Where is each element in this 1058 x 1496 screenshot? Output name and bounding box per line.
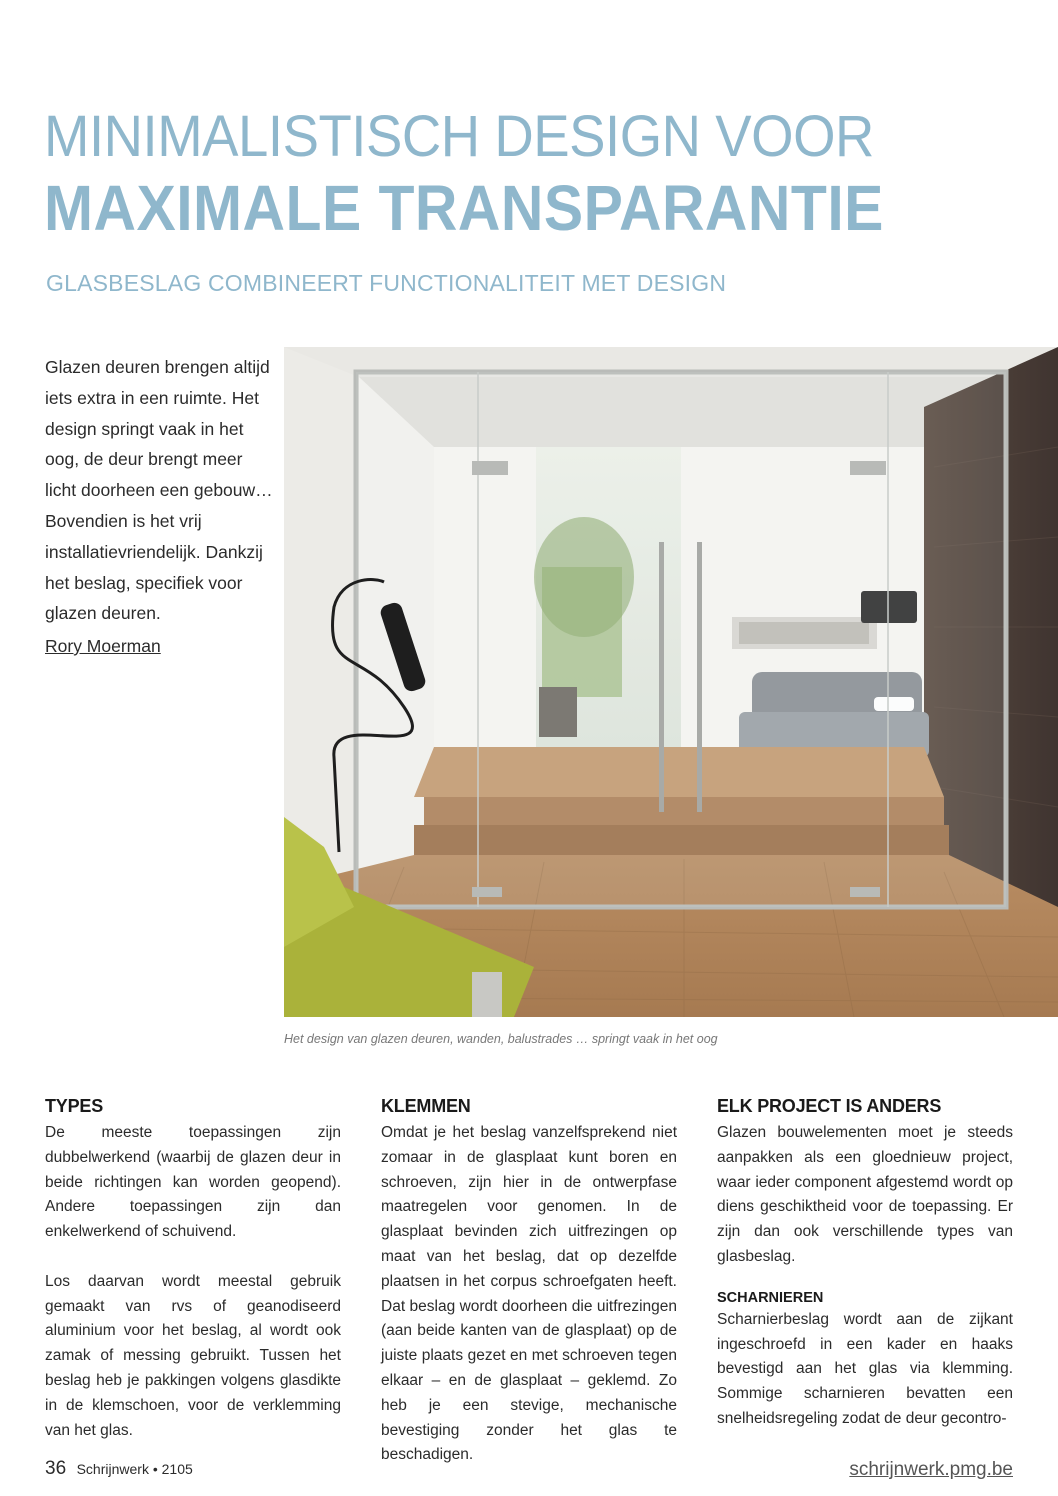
column-elk-project <box>717 1096 1013 1432</box>
section-heading: KLEMMEN <box>381 1096 471 1116</box>
paragraph: Los daarvan wordt meestal gebruik gemaakt van rvs of geanodiseerd aluminium voor het beslag, al wordt ook zamak of messing gebruikt. Tussen het beslag heb je pakkingen volgens glasdikte in de klemschoen, voor de verklemming van het glas. <box>45 1272 341 1439</box>
column-types <box>45 1096 341 1443</box>
author-link[interactable]: Rory Moerman <box>45 636 161 656</box>
page-number: 36 <box>45 1458 67 1479</box>
intro-text <box>45 352 275 629</box>
footer-left <box>45 1458 193 1480</box>
interior-photo <box>284 347 1058 1017</box>
magazine-issue: Schrijnwerk • 2105 <box>76 1461 193 1477</box>
paragraph: Glazen bouwelementen moet je steeds aanpakken als een gloednieuw project, waar ieder component afgestemd wordt op diens geschiktheid voor de toepassing. Er zijn dan ook verschillende types van glasbeslag. <box>717 1124 1013 1265</box>
photo-caption: Het design van glazen deuren, wanden, balustrades … springt vaak in het oog <box>284 1032 718 1046</box>
section-heading: TYPES <box>45 1096 104 1116</box>
paragraph: Omdat je het beslag vanzelfsprekend niet zomaar in de glasplaat kunt boren en schroeven, zijn hier in de ontwerpfase maatregelen voor genomen. In de glasplaat bevinden zich uitfrezingen op maat van het beslag, dat op dezelfde plaatsen in het corpus schroefgaten heeft. Dat beslag wordt doorheen die uitfrezingen (aan beide kanten van de glasplaat) op de juiste plaats gezet en met schroeven tegen elkaar – en de glasplaat – geklemd. Zo heb je een stevige, mechanische bevestiging zonder het glas te beschadigen. <box>381 1124 677 1464</box>
website-link[interactable]: schrijnwerk.pmg.be <box>849 1459 1013 1480</box>
section-heading: ELK PROJECT IS ANDERS <box>717 1096 942 1116</box>
title-line-1: MINIMALISTISCH DESIGN VOOR <box>44 104 874 169</box>
intro-paragraph: Glazen deuren brengen altijd iets extra in een ruimte. Het design springt vaak in het oog, de deur brengt meer licht doorheen een gebouw… Bovendien is het vrij installatievriendelijk. Dankzij het beslag, specifiek voor glazen deuren. <box>45 357 273 624</box>
title-line-2: MAXIMALE TRANSPARANTIE <box>44 172 884 244</box>
paragraph: Scharnierbeslag wordt aan de zijkant ingeschroefd in een kader en haaks bevestigd aan het glas via klemming. Sommige scharnieren bevatten een snelheidsregeling zodat de deur gecontro- <box>717 1310 1013 1427</box>
paragraph: De meeste toepassingen zijn dubbelwerkend (waarbij de glazen deur in beide richtingen kan worden geopend). Andere toepassingen zijn dan enkelwerkend of schuivend. <box>45 1124 341 1241</box>
subtitle: GLASBESLAG COMBINEERT FUNCTIONALITEIT MET DESIGN <box>46 270 727 296</box>
sub-heading: SCHARNIEREN <box>717 1289 824 1306</box>
column-klemmen <box>381 1096 677 1468</box>
